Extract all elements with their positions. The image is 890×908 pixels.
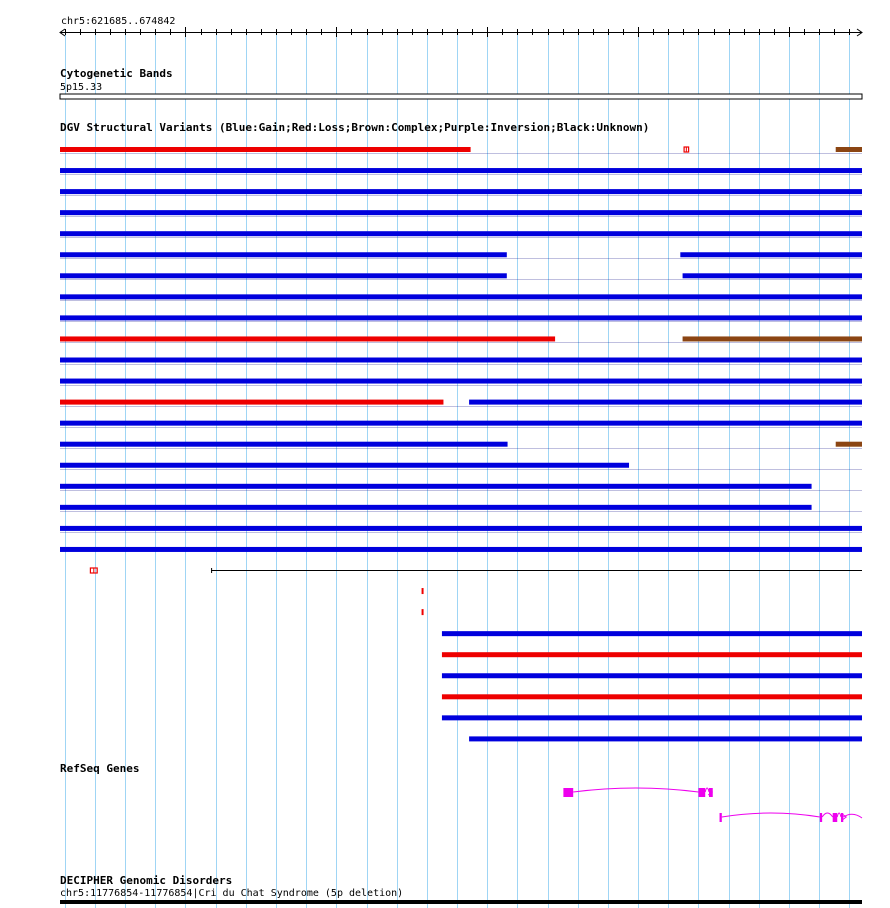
gene-intron xyxy=(837,813,841,817)
decipher-feature-bar xyxy=(60,900,862,904)
gene-intron xyxy=(705,788,709,792)
variant-bar-gain xyxy=(60,463,629,468)
gene-exon xyxy=(720,813,722,822)
variant-bar-gain xyxy=(683,273,862,278)
dgv-track-title: DGV Structural Variants (Blue:Gain;Red:Loss;Brown:Complex;Purple:Inversion;Black:Unknown) xyxy=(60,121,650,134)
gene-exon xyxy=(698,788,705,797)
decipher-feature-label: chr5:11776854-11776854|Cri du Chat Syndrome (5p deletion) xyxy=(60,888,404,899)
variant-bar-loss xyxy=(442,652,862,657)
variant-bar-gain xyxy=(442,715,862,720)
cytoband-bar xyxy=(60,94,862,99)
variant-bar-gain xyxy=(60,168,862,173)
variant-bar-gain xyxy=(680,252,862,257)
variant-bar-loss xyxy=(442,694,862,699)
variant-bar-gain xyxy=(60,252,507,257)
variant-bar-gain xyxy=(469,736,862,741)
variant-bar-gain xyxy=(60,526,862,531)
variant-bar-gain xyxy=(60,442,508,447)
variant-bar-complex xyxy=(683,336,862,341)
gene-exon xyxy=(820,813,822,822)
refseq-track-title: RefSeq Genes xyxy=(60,762,140,775)
gene-intron xyxy=(822,813,833,817)
variant-bar-gain xyxy=(442,673,862,678)
variant-bar-gain xyxy=(60,505,812,510)
variant-bar-complex xyxy=(836,147,862,152)
variant-bar-gain xyxy=(442,631,862,636)
gene-intron xyxy=(722,813,820,817)
variant-tick-loss xyxy=(422,588,424,594)
variant-bar-complex xyxy=(836,442,862,447)
variant-bar-loss xyxy=(60,147,471,152)
gene-exon xyxy=(833,813,838,822)
decipher-track-title: DECIPHER Genomic Disorders xyxy=(60,874,233,887)
variant-tick-loss xyxy=(422,609,424,615)
variant-bar-gain xyxy=(60,421,862,426)
gene-exon xyxy=(563,788,573,797)
variant-bar-gain xyxy=(60,231,862,236)
cytoband-label: 5p15.33 xyxy=(60,82,103,93)
variant-bar-gain xyxy=(60,315,862,320)
gene-intron xyxy=(573,788,698,792)
variant-bar-gain xyxy=(60,484,812,489)
variant-bar-gain xyxy=(60,358,862,363)
cytogenetic-bands-title: Cytogenetic Bands xyxy=(60,67,173,80)
variant-bar-gain xyxy=(60,294,862,299)
variant-bar-gain xyxy=(60,273,507,278)
variant-bar-gain xyxy=(60,379,862,384)
variant-bar-gain xyxy=(469,400,862,405)
variant-bar-loss xyxy=(60,336,555,341)
variant-bar-loss xyxy=(60,400,443,405)
variant-bar-gain xyxy=(60,547,862,552)
ruler-range-label: chr5:621685..674842 xyxy=(61,16,176,27)
variant-bar-gain xyxy=(60,189,862,194)
variant-bar-gain xyxy=(60,210,862,215)
